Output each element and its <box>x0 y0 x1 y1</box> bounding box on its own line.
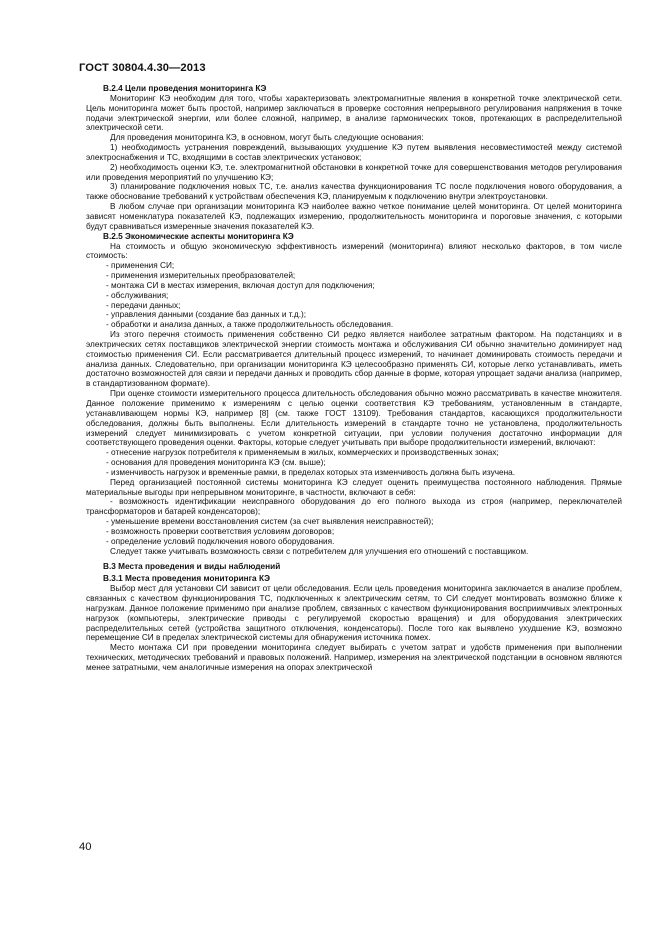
list-item: - монтажа СИ в местах измерения, включая доступ для подключения; <box>106 280 375 290</box>
list-item: - обработки и анализа данных, а также продолжительность обследования. <box>106 320 394 330</box>
section-heading: В.3 Места проведения и виды наблюдений <box>103 561 281 571</box>
section-heading: В.2.5 Экономические аспекты мониторинга КЭ <box>103 231 294 241</box>
section-heading: В.2.4 Цели проведения мониторинга КЭ <box>103 84 267 93</box>
list-item: - применения СИ; <box>106 261 175 271</box>
list-item: - обслуживания; <box>106 290 169 300</box>
page-number: 40 <box>79 841 92 853</box>
paragraph: Выбор мест для установки СИ зависит от цели обследования. Если цель проведения мониторинга заключается в анализе проблем, связанных с качеством функционирования ТС, подключенных к электрическим сетям, то СИ следует монтировать возможно ближе к нагрузкам. Данное положение применимо при анализе проблем, связанных с качеством функционирования восприимчивых электронных нагрузок (компьютеры, электрические приводы с регулируемой скоростью вращения) и для оборудования электрических распределительных сетей (устройства защитного отключения, конденсаторы). После того как выявлено ухудшение КЭ, возможно перемещение СИ в пределах электрической системы для обнаружения источника помех. <box>86 584 622 643</box>
list-item: - основания для проведения мониторинга КЭ (см. выше); <box>106 458 326 468</box>
list-item: - управления данными (создание баз данных и т.д.); <box>106 310 307 320</box>
list-item: - изменчивость нагрузок и временные рамки, в пределах которых эта изменчивость должна быть изучена. <box>106 467 516 477</box>
list-item: - возможность проверки соответствия условиям договоров; <box>106 526 335 536</box>
paragraph: 1) необходимость устранения повреждений, вызывающих ухудшение КЭ путем выявления несовместимостей между системой электроснабжения и ТС, входящими в состав электрических установок; <box>86 143 622 162</box>
list-item: - определение условий подключения нового оборудования. <box>106 536 335 546</box>
list-item: - отнесение нагрузок потребителя к применяемым в жилых, коммерческих и производственных зонах; <box>106 448 499 458</box>
paragraph: - возможность идентификации неисправного оборудования до его полного выхода из строя (например, переключателей трансформаторов и батарей конденсаторов); <box>86 497 622 517</box>
paragraph: Для проведения мониторинга КЭ, в основном, могут быть следующие основания: <box>110 133 424 143</box>
document-header: ГОСТ 30804.4.30—2013 <box>79 62 206 74</box>
paragraph: Место монтажа СИ при проведении мониторинга следует выбирать с учетом затрат и удобств применения при выполнении технических, методических требований и правовых положений. Например, измерения на электрической подстанции в основном являются менее затратными, чем аналогичные измерения на опорах электрической <box>86 643 622 672</box>
paragraph: 3) планирование подключения новых ТС, т.е. анализ качества функционирования ТС после подключения нового оборудования, а также обоснование требований к устройствам обеспечения КЭ, планируемым к подключению внутри электроустановки. <box>86 182 622 202</box>
paragraph: При оценке стоимости измерительного процесса длительность обследования обычно можно рассматривать в качестве множителя. Данное положение применимо к измерениям с целью оценки соответствия КЭ требованиям, установленным в стандарте, устанавливающем нормы КЭ, например [8] (см. также ГОСТ 13109). Требования стандартов, касающихся продолжительности обследования, должны быть выполнены. Если длительность измерений в стандарте точно не установлена, продолжительность измерений следует минимизировать с учетом конкретной ситуации, при условии получения достаточно информации для соответствующего проведения оценки. Факторы, которые следует учитывать при выборе продолжительности измерений, включают: <box>86 389 622 448</box>
list-item: - уменьшение времени восстановления систем (за счет выявления неисправностей); <box>106 517 434 527</box>
section-heading: В.3.1 Места проведения мониторинга КЭ <box>103 574 270 584</box>
paragraph: Перед организацией постоянной системы мониторинга КЭ следует оценить преимущества постоянного наблюдения. Прямые материальные выгоды при непрерывном мониторинге, в частности, включают в себя: <box>86 477 622 497</box>
document-body <box>86 84 622 673</box>
paragraph: Следует также учитывать возможность связи с потребителем для улучшения его отношений с поставщиком. <box>110 546 529 556</box>
list-item: - применения измерительных преобразователей; <box>106 271 296 281</box>
paragraph: 2) необходимость оценки КЭ, т.е. электромагнитной обстановки в конкретной точке для совершенствования методов регулирования или проведения мероприятий по улучшению КЭ; <box>86 162 622 182</box>
paragraph: Из этого перечня стоимость применения собственно СИ редко является наиболее затратным фактором. На подстанциях и в электрических сетях поставщиков электрической энергии стоимость монтажа и обслуживания СИ обычно значительно доминирует над стоимостью применения СИ. Если рассматривается длительный процесс измерений, то начинает доминировать стоимость передачи и анализа данных. Следовательно, при организации мониторинга КЭ целесообразно применять СИ, которые легко устанавливать, иметь достаточно возможностей для связи и передачи данных и проводить сбор данные в форме, которая упрощает задачи анализа (например, в стандартизованном формате). <box>86 330 622 389</box>
list-item: - передачи данных; <box>106 300 181 310</box>
paragraph: В любом случае при организации мониторинга КЭ наиболее важно четкое понимание целей мониторинга. От целей мониторинга зависят номенклатура показателей КЭ, подлежащих измерению, продолжительность мониторинга и пороговые значения, с которыми будут сравниваться измеренные значения показателей КЭ. <box>86 202 622 231</box>
paragraph: Мониторинг КЭ необходим для того, чтобы характеризовать электромагнитные явления в конкретной точке электрической сети. Цель мониторинга может быть простой, например заключаться в проверке состояния непрерывного регулирования напряжения в точке подачи электрической энергии, или более сложной, например, в анализе гармонических токов, протекающих в распределительной электрической сети. <box>86 93 622 133</box>
paragraph: На стоимость и общую экономическую эффективность измерений (мониторинга) влияют несколько факторов, в том числе стоимость: <box>86 241 622 261</box>
